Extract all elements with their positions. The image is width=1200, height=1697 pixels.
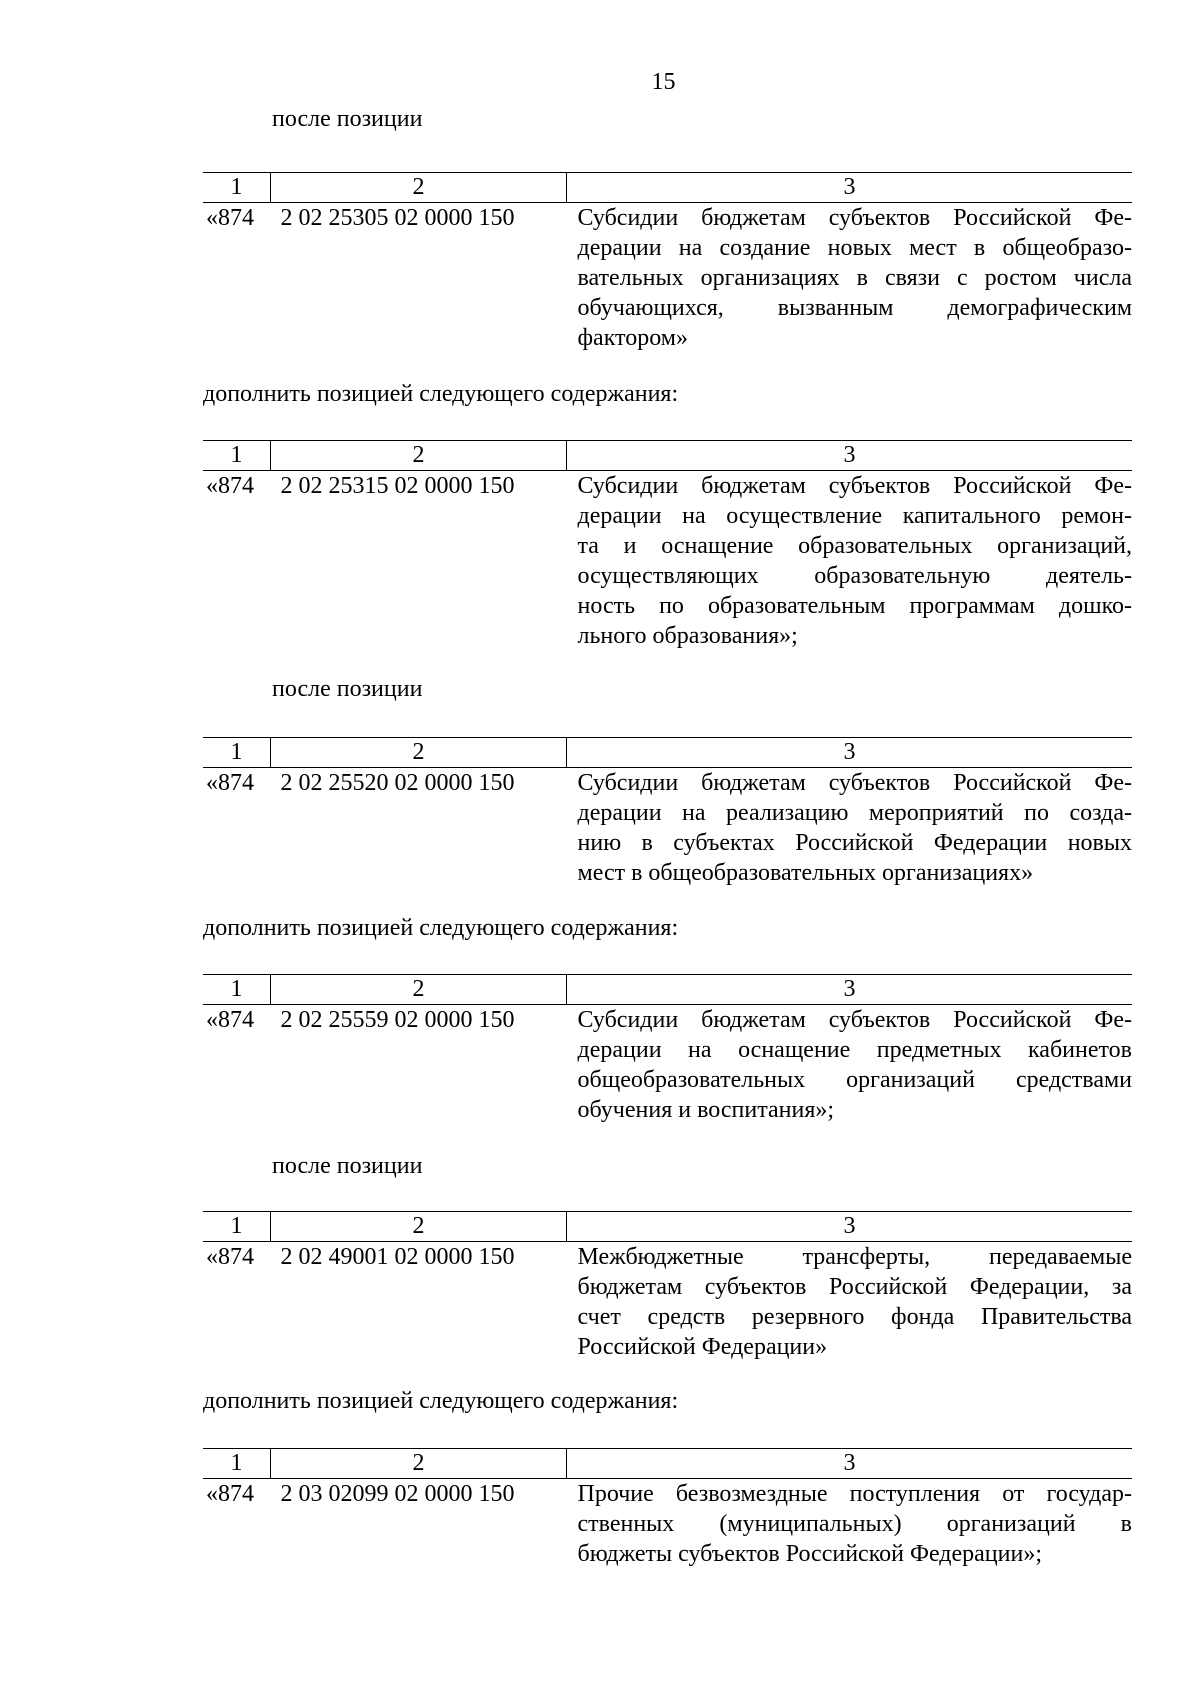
instruction-text: дополнить позицией следующего содержания: <box>203 1388 679 1414</box>
description-line: дерации на оснащение предметных кабинетов <box>577 1037 1132 1063</box>
budget-classification-code: 2 03 02099 02 0000 150 <box>280 1481 515 1507</box>
table-row <box>203 1005 1132 1126</box>
instruction-text: дополнить позицией следующего содержания: <box>203 915 679 941</box>
instruction-text: после позиции <box>272 676 423 702</box>
description-line: обучения и воспитания»; <box>577 1097 835 1123</box>
description-line: Субсидии бюджетам субъектов Российской Фе- <box>577 473 1132 499</box>
table-row <box>203 471 1132 652</box>
administrator-code: «874 <box>206 205 254 231</box>
revenue-description <box>567 1479 1133 1570</box>
table-header-row <box>203 738 1132 768</box>
budget-classification-code: 2 02 25305 02 0000 150 <box>280 205 515 231</box>
administrator-code: «874 <box>206 473 254 499</box>
page-number: 15 <box>651 69 676 95</box>
column-number-2: 2 <box>271 1449 567 1479</box>
table-header-row <box>203 1212 1132 1242</box>
table-header-row <box>203 975 1132 1005</box>
column-number-2: 2 <box>271 1212 567 1242</box>
table-row <box>203 1479 1132 1570</box>
description-line: Российской Федерации» <box>577 1334 828 1360</box>
column-number-3: 3 <box>567 1449 1133 1479</box>
column-number-1: 1 <box>203 441 271 471</box>
administrator-code: «874 <box>206 1481 254 1507</box>
description-line: дерации на создание новых мест в общеобразо- <box>577 235 1132 261</box>
administrator-code: «874 <box>206 1007 254 1033</box>
revenue-description <box>567 768 1133 889</box>
column-number-1: 1 <box>203 173 271 203</box>
table-header-row <box>203 1449 1132 1479</box>
table-row <box>203 768 1132 889</box>
revenue-description <box>567 1005 1133 1126</box>
description-line: бюджетам субъектов Российской Федерации, за <box>577 1274 1132 1300</box>
budget-classification-code: 2 02 25559 02 0000 150 <box>280 1007 515 1033</box>
position-table <box>203 1448 1132 1569</box>
description-line: общеобразовательных организаций средствами <box>577 1067 1132 1093</box>
column-number-3: 3 <box>567 738 1133 768</box>
column-number-3: 3 <box>567 975 1133 1005</box>
description-line: вательных организациях в связи с ростом числа <box>577 265 1132 291</box>
table-row <box>203 203 1132 354</box>
description-line: фактором» <box>577 325 688 351</box>
description-line: бюджеты субъектов Российской Федерации»; <box>577 1541 1042 1567</box>
description-line: Субсидии бюджетам субъектов Российской Фе- <box>577 205 1132 231</box>
description-line: ность по образовательным программам дошко- <box>577 593 1132 619</box>
description-line: ственных (муниципальных) организаций в <box>577 1511 1132 1537</box>
revenue-description <box>567 203 1133 354</box>
column-number-3: 3 <box>567 1212 1133 1242</box>
budget-classification-code: 2 02 49001 02 0000 150 <box>280 1244 515 1270</box>
column-number-2: 2 <box>271 975 567 1005</box>
column-number-1: 1 <box>203 1212 271 1242</box>
description-line: счет средств резервного фонда Правительства <box>577 1304 1132 1330</box>
column-number-3: 3 <box>567 441 1133 471</box>
description-line: нию в субъектах Российской Федерации новых <box>577 830 1132 856</box>
table-row <box>203 1242 1132 1363</box>
description-line: Субсидии бюджетам субъектов Российской Фе- <box>577 770 1132 796</box>
revenue-description <box>567 471 1133 652</box>
description-line: мест в общеобразовательных организациях» <box>577 860 1034 886</box>
administrator-code: «874 <box>206 770 254 796</box>
column-number-2: 2 <box>271 738 567 768</box>
column-number-1: 1 <box>203 1449 271 1479</box>
instruction-text: дополнить позицией следующего содержания: <box>203 381 679 407</box>
instruction-text: после позиции <box>272 106 423 132</box>
description-line: обучающихся, вызванным демографическим <box>577 295 1132 321</box>
position-table <box>203 1211 1132 1362</box>
description-line: Межбюджетные трансферты, передаваемые <box>577 1244 1132 1270</box>
revenue-description <box>567 1242 1133 1363</box>
budget-classification-code: 2 02 25315 02 0000 150 <box>280 473 515 499</box>
column-number-2: 2 <box>271 441 567 471</box>
description-line: та и оснащение образовательных организаций, <box>577 533 1132 559</box>
position-table <box>203 974 1132 1125</box>
budget-classification-code: 2 02 25520 02 0000 150 <box>280 770 515 796</box>
description-line: осуществляющих образовательную деятель- <box>577 563 1132 589</box>
description-line: Прочие безвозмездные поступления от государ- <box>577 1481 1132 1507</box>
position-table <box>203 172 1132 353</box>
column-number-1: 1 <box>203 738 271 768</box>
position-table <box>203 737 1132 888</box>
description-line: дерации на реализацию мероприятий по созда- <box>577 800 1132 826</box>
instruction-text: после позиции <box>272 1153 423 1179</box>
table-header-row <box>203 173 1132 203</box>
column-number-2: 2 <box>271 173 567 203</box>
position-table <box>203 440 1132 651</box>
description-line: льного образования»; <box>577 623 798 649</box>
description-line: Субсидии бюджетам субъектов Российской Фе- <box>577 1007 1132 1033</box>
description-line: дерации на осуществление капитального ремон- <box>577 503 1132 529</box>
administrator-code: «874 <box>206 1244 254 1270</box>
column-number-3: 3 <box>567 173 1133 203</box>
column-number-1: 1 <box>203 975 271 1005</box>
table-header-row <box>203 441 1132 471</box>
